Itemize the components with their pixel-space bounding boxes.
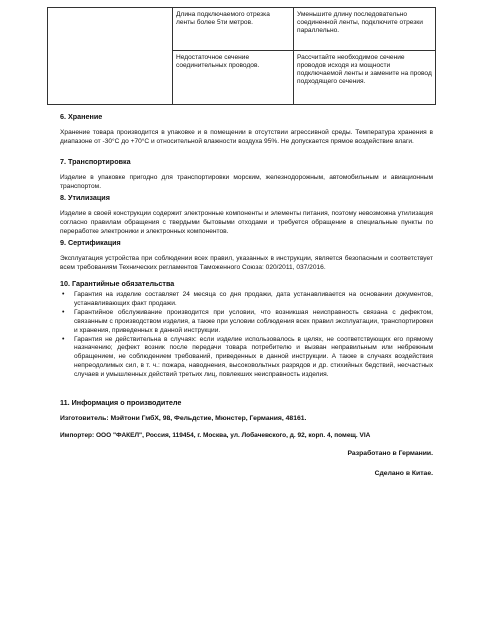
section-disposal [60, 193, 433, 237]
list-item [60, 336, 433, 381]
troubleshooting-table [47, 7, 436, 105]
bullet-icon: • [62, 291, 65, 298]
manufacturer-text: Изготовитель: Мэйтони ГмбХ, 98, Фельдстие, Мюнстер, Германия, 48161. [60, 415, 307, 422]
list-item-text: Гарантия на изделие составляет 24 месяца со дня продажи, дата устанавливается на основании документов, устанавливающих факт продажи. [74, 291, 433, 307]
bullet-icon: • [62, 335, 65, 343]
section-heading: 7. Транспортировка [60, 157, 131, 166]
warranty-list [60, 291, 433, 380]
list-item [60, 291, 433, 309]
developed-in-text: Разработано в Германии. [347, 450, 433, 457]
section-transport [60, 157, 433, 192]
section-heading: 11. Информация о производителе [60, 398, 182, 407]
list-item-text: Гарантия не действительна в случаях: если изделие использовалось в целях, не соответствующих его прямому назначению; дефект возник после передачи товара потребителю и вызван неправильным или небрежным обращением, не соблюдением требований, приведенных в данной инструкции. А также в случаях воздействия непреодолимых сил, в т. ч.: пожара, наводнения, высоковольтных разрядов и др. стихийных бедствий, несчастных случаев и умышленных действий третьих лиц, повлекших неисправность изделия. [74, 335, 433, 379]
section-heading: 8. Утилизация [60, 193, 110, 202]
section-storage [60, 112, 433, 147]
section-heading: 9. Сертификация [60, 238, 121, 247]
section-certification [60, 238, 433, 273]
bullet-icon: • [62, 308, 65, 316]
table-cell-problem: Недостаточное сечение соединительных проводов. [173, 50, 294, 104]
section-manufacturer [60, 398, 433, 478]
table-cell-solution: Рассчитайте необходимое сечение проводов исходя из мощности подключаемой ленты и замените на провод подходящего сечения. [294, 50, 436, 104]
table-cell-empty [48, 8, 173, 105]
list-item-text: Гарантийное обслуживание производится при условии, что возникшая неисправность связана с дефектом, связанным с производством изделия, а также при условии соблюдения всех правил эксплуатации, транспортировки и хранения, приведенных в данной инструкции. [74, 308, 433, 334]
section-text: Хранение товара производится в упаковке и в помещении в отсутствии агрессивной среды. Температура хранения в диапазоне от -30°С до +70°С и относительной влажности воздуха 95%. Не допускается прямое воздействие влаги. [60, 129, 433, 145]
section-text: Изделие в упаковке пригодно для транспортировки морским, железнодорожным, автомобильным и авиационным транспортом. [60, 174, 433, 190]
section-heading: 6. Хранение [60, 112, 103, 121]
list-item [60, 309, 433, 336]
made-in-text: Сделано в Китае. [374, 470, 433, 477]
section-text: Эксплуатация устройства при соблюдении всех правил, указанных в инструкции, является безопасным и соответствует всем требованиям Технических регламентов Таможенного Союза: 020/2011, 037/2016. [60, 255, 433, 271]
table-cell-problem: Длина подключаемого отрезка ленты более 5ти метров. [173, 8, 294, 51]
section-heading: 10. Гарантийные обязательства [60, 279, 175, 288]
table-cell-solution: Уменьшите длину последовательно соединенной ленты, подключите отрезки параллельно. [294, 8, 436, 51]
importer-text: Импортер: ООО "ФАКЕЛ", Россия, 119454, г. Москва, ул. Лобачевского, д. 92, корп. 4, помещ. VIA [60, 432, 371, 439]
table-row [48, 8, 436, 51]
section-text: Изделие в своей конструкции содержит электронные компоненты и элементы питания, поэтому невозможна утилизация согласно правилам обращения с твердыми бытовыми отходами и требуется обращение в специальные пункты по переработке электроники и электронных компонентов. [60, 210, 433, 235]
section-warranty [60, 279, 433, 380]
